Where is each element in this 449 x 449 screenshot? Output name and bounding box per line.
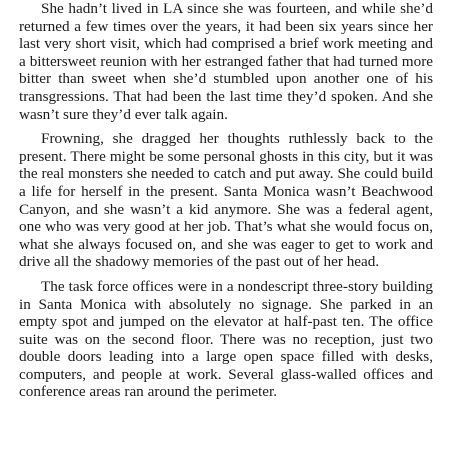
paragraph-1: She hadn’t lived in LA since she was fourteen, and while she’d returned a few times over the years, it had been six years since her last very short visit, which had comprised a brief work meeting and a bittersweet reunion with her estranged father that had turned more bitter than sweet when she’d stumbled upon another one of his transgressions. That had been the last time they’d spoken. And she wasn’t sure they’d ever talk again. xyxy=(19,0,433,123)
paragraph-2: Frowning, she dragged her thoughts ruthlessly back to the present. There might be some personal ghosts in this city, but it was the real monsters she needed to catch and put away. She could build a life for herself in the present. Santa Monica wasn’t Beachwood Canyon, and she wasn’t a kid anymore. She was a federal agent, one who was very good at her job. That’s what she would focus on, what she always focused on, and she was eager to get to work and drive all the shadowy memories of the past out of her head. xyxy=(19,130,433,271)
document-page xyxy=(19,0,433,408)
paragraph-3: The task force offices were in a nondescript three-story building in Santa Monica with absolutely no signage. She parked in an empty spot and jumped on the elevator at half-past ten. The office suite was on the second floor. There was no reception, just two double doors leading into a large open space filled with desks, computers, and people at work. Several glass-walled offices and conference areas ran around the perimeter. xyxy=(19,277,433,401)
